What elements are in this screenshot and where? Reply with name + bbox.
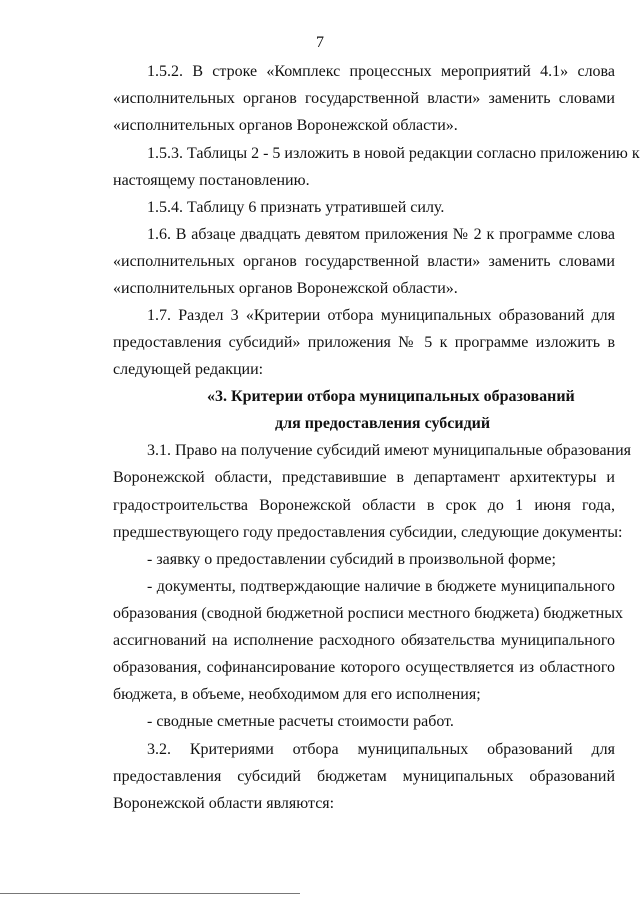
paragraph-line: Воронежской области, представившие в департамент архитектуры и <box>113 469 615 486</box>
section-heading-line: для предоставления субсидий <box>275 415 491 432</box>
paragraph-line: градостроительства Воронежской области в срок до 1 июня года, <box>113 497 615 514</box>
section-heading-line: «3. Критерии отбора муниципальных образований <box>207 388 575 405</box>
paragraph-line: предшествующего году предоставления субсидии, следующие документы: <box>113 524 623 541</box>
paragraph-line: предоставления субсидий» приложения № 5 к программе изложить в <box>113 334 615 351</box>
paragraph-line: бюджета, в объеме, необходимом для его исполнения; <box>113 686 481 703</box>
paragraph-line: 3.2. Критериями отбора муниципальных образований для <box>147 741 615 758</box>
paragraph-line: Воронежской области являются: <box>113 795 335 812</box>
paragraph-line: 1.5.2. В строке «Комплекс процессных мероприятий 4.1» слова <box>147 63 615 80</box>
paragraph-line: «исполнительных органов государственной власти» заменить словами <box>113 253 615 270</box>
paragraph-line: «исполнительных органов Воронежской области». <box>113 117 458 134</box>
paragraph-line: предоставления субсидий бюджетам муниципальных образований <box>113 768 615 785</box>
paragraph-line: ассигнований на исполнение расходного обязательства муниципального <box>113 632 615 649</box>
paragraph-line: - документы, подтверждающие наличие в бюджете муниципального <box>147 578 615 595</box>
page-number: 7 <box>316 34 324 51</box>
paragraph-line: 1.6. В абзаце двадцать девятом приложения № 2 к программе слова <box>147 226 615 243</box>
paragraph-line: «исполнительных органов государственной власти» заменить словами <box>113 90 615 107</box>
paragraph-line: «исполнительных органов Воронежской области». <box>113 280 458 297</box>
footer-rule <box>0 893 300 894</box>
paragraph-line: настоящему постановлению. <box>113 172 310 189</box>
paragraph-line: 1.5.4. Таблицу 6 признать утратившей силу. <box>147 199 445 216</box>
paragraph-line: 3.1. Право на получение субсидий имеют муниципальные образования <box>147 442 632 459</box>
paragraph-line: - заявку о предоставлении субсидий в произвольной форме; <box>147 551 556 568</box>
paragraph-line: следующей редакции: <box>113 361 264 378</box>
paragraph-line: образования, софинансирование которого осуществляется из областного <box>113 659 615 676</box>
paragraph-line: образования (сводной бюджетной росписи местного бюджета) бюджетных <box>113 605 623 622</box>
paragraph-line: 1.5.3. Таблицы 2 - 5 изложить в новой редакции согласно приложению к <box>147 145 640 162</box>
paragraph-line: - сводные сметные расчеты стоимости работ. <box>147 713 454 730</box>
paragraph-line: 1.7. Раздел 3 «Критерии отбора муниципальных образований для <box>147 307 615 324</box>
